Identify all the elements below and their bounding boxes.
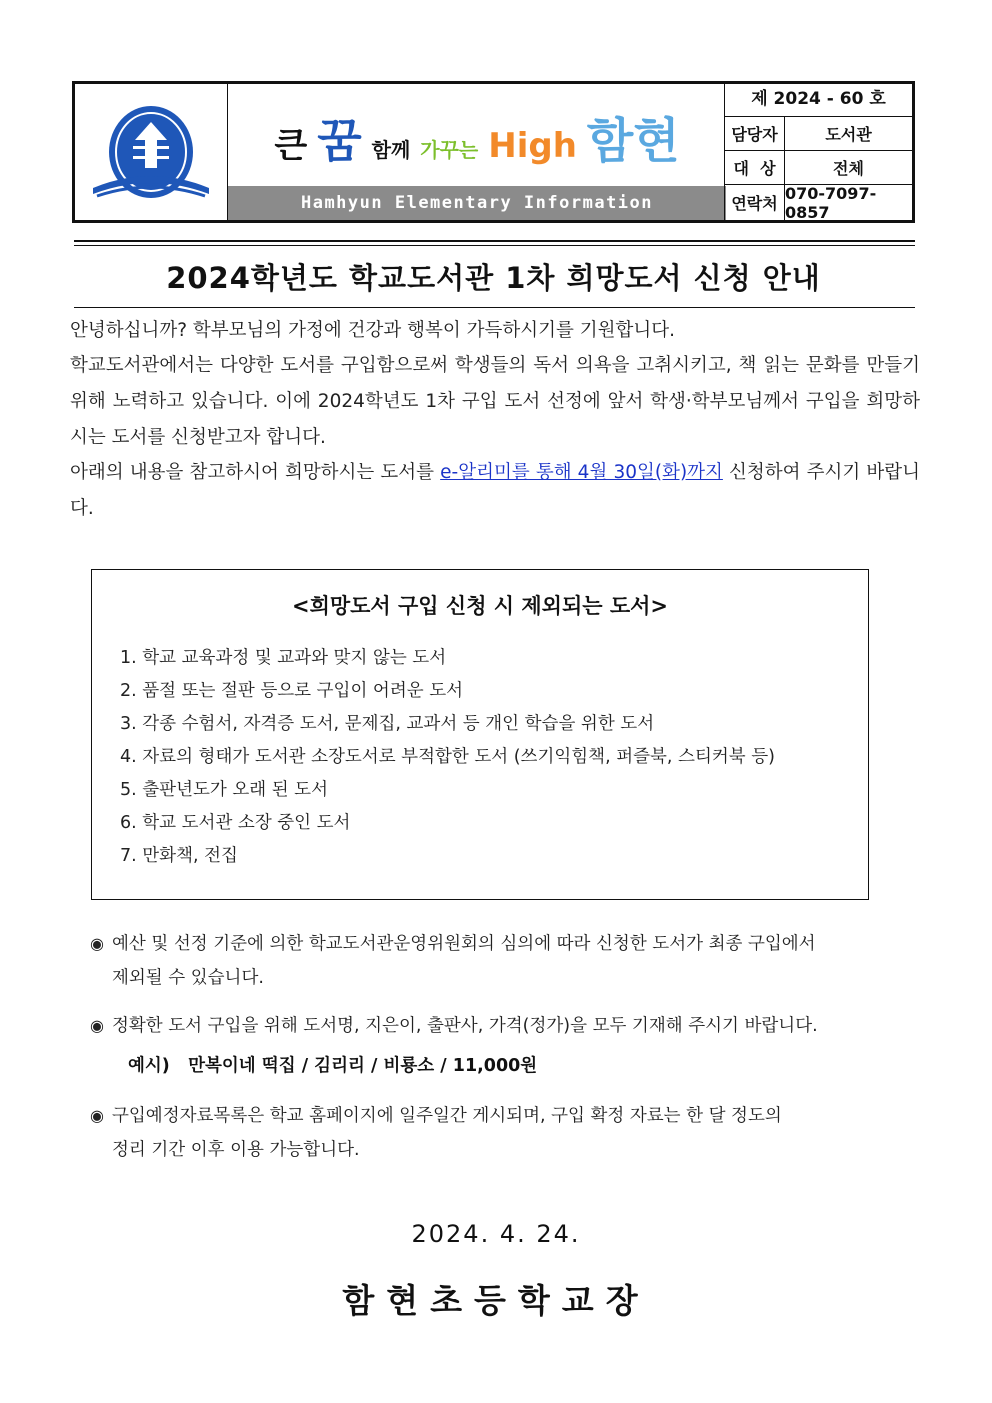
school-emblem-icon (75, 84, 227, 220)
document-info-table (724, 84, 912, 220)
info-row-target (725, 151, 912, 185)
info-value: 도서관 (825, 125, 872, 144)
bullet-icon: ◉ (90, 934, 104, 953)
request-text: 아래의 내용을 참고하시어 희망하시는 도서를 (70, 462, 441, 483)
list-item: 1. 학교 교육과정 및 교과와 맞지 않는 도서 (120, 648, 447, 668)
note-2 (90, 1009, 920, 1043)
slogan-word: 꿈 (317, 114, 362, 168)
note-text: 예산 및 선정 기준에 의한 학교도서관운영위원회의 심의에 따라 신청한 도서가 최종 구입에서 (112, 934, 816, 954)
divider (74, 245, 915, 246)
slogan-word: 큰 (274, 126, 308, 166)
doc-number-row (725, 84, 912, 117)
school-name-bar: Hamhyun Elementary Information (228, 186, 726, 220)
bullet-icon: ◉ (90, 1016, 104, 1035)
note-text: 정확한 도서 구입을 위해 도서명, 지은이, 출판사, 가격(정가)을 모두 기재해 주시기 바랍니다. (112, 1016, 818, 1036)
bullet-icon: ◉ (90, 1106, 104, 1125)
info-value: 전체 (833, 159, 864, 178)
divider (74, 307, 915, 308)
info-label: 대 상 (725, 151, 785, 184)
example-text: 예시) 만복이네 떡집 / 김리리 / 비룡소 / 11,000원 (128, 1056, 538, 1076)
list-item: 4. 자료의 형태가 도서관 소장도서로 부적합한 도서 (쓰기익힘책, 퍼즐북, 스티커북 등) (120, 747, 775, 767)
request-paragraph (70, 455, 920, 527)
exclusion-list (120, 642, 775, 873)
divider (74, 240, 915, 242)
school-logo-cell (75, 84, 228, 220)
signer-name: 함현초등학교장 (342, 1281, 650, 1320)
info-label: 연락처 (725, 185, 785, 220)
request-text: 신청하여 주시기 바랍니다. (70, 462, 920, 519)
note-text: 구입예정자료목록은 학교 홈페이지에 일주일간 게시되며, 구입 확정 자료는 한 달 정도의 (112, 1106, 782, 1126)
list-item: 6. 학교 도서관 소장 중인 도서 (120, 813, 351, 833)
note-text: 정리 기간 이후 이용 가능합니다. (112, 1140, 360, 1160)
note-1 (90, 927, 920, 995)
slogan-word: 함께 (371, 138, 411, 162)
exclusion-box (91, 569, 869, 900)
list-item: 2. 품절 또는 절판 등으로 구입이 어려운 도서 (120, 681, 464, 701)
note-3 (90, 1099, 920, 1167)
info-row-contact (725, 185, 912, 220)
list-item: 3. 각종 수험서, 자격증 도서, 문제집, 교과서 등 개인 학습을 위한 도서 (120, 714, 655, 734)
document-header (72, 81, 915, 223)
greeting-paragraph: 안녕하십니까? 학부모님의 가정에 건강과 행복이 가득하시기를 기원합니다. (70, 320, 675, 341)
intro-paragraph: 학교도서관에서는 다양한 도서를 구입함으로써 학생들의 독서 의욕을 고취시키고, 책 읽는 문화를 만들기 위해 노력하고 있습니다. 이에 2024학년도 1차 구입 도서 선정에 앞서 학생·학부모님께서 구입을 희망하시는 도서를 신청받고자 합니다. (70, 355, 920, 448)
slogan-word: 함현 (586, 113, 680, 169)
slogan-word: 가꾸는 (420, 138, 479, 162)
info-value: 070-7097-0857 (785, 183, 877, 222)
document-date: 2024. 4. 24. (411, 1220, 581, 1248)
list-item: 5. 출판년도가 오래 된 도서 (120, 780, 328, 800)
deadline-link[interactable]: e-알리미를 통해 4월 30일(화)까지 (440, 462, 723, 483)
exclusion-box-title: <희망도서 구입 신청 시 제외되는 도서> (291, 594, 669, 618)
slogan-word: High (488, 126, 577, 166)
doc-number: 제 2024 - 60 호 (751, 89, 886, 109)
document-title: 2024학년도 학교도서관 1차 희망도서 신청 안내 (166, 261, 821, 295)
list-item: 7. 만화책, 전집 (120, 846, 238, 866)
info-row-manager (725, 117, 912, 151)
info-label: 담당자 (725, 117, 785, 150)
note-text: 제외될 수 있습니다. (112, 968, 264, 988)
school-slogan (228, 102, 726, 182)
slogan-banner (228, 84, 726, 220)
